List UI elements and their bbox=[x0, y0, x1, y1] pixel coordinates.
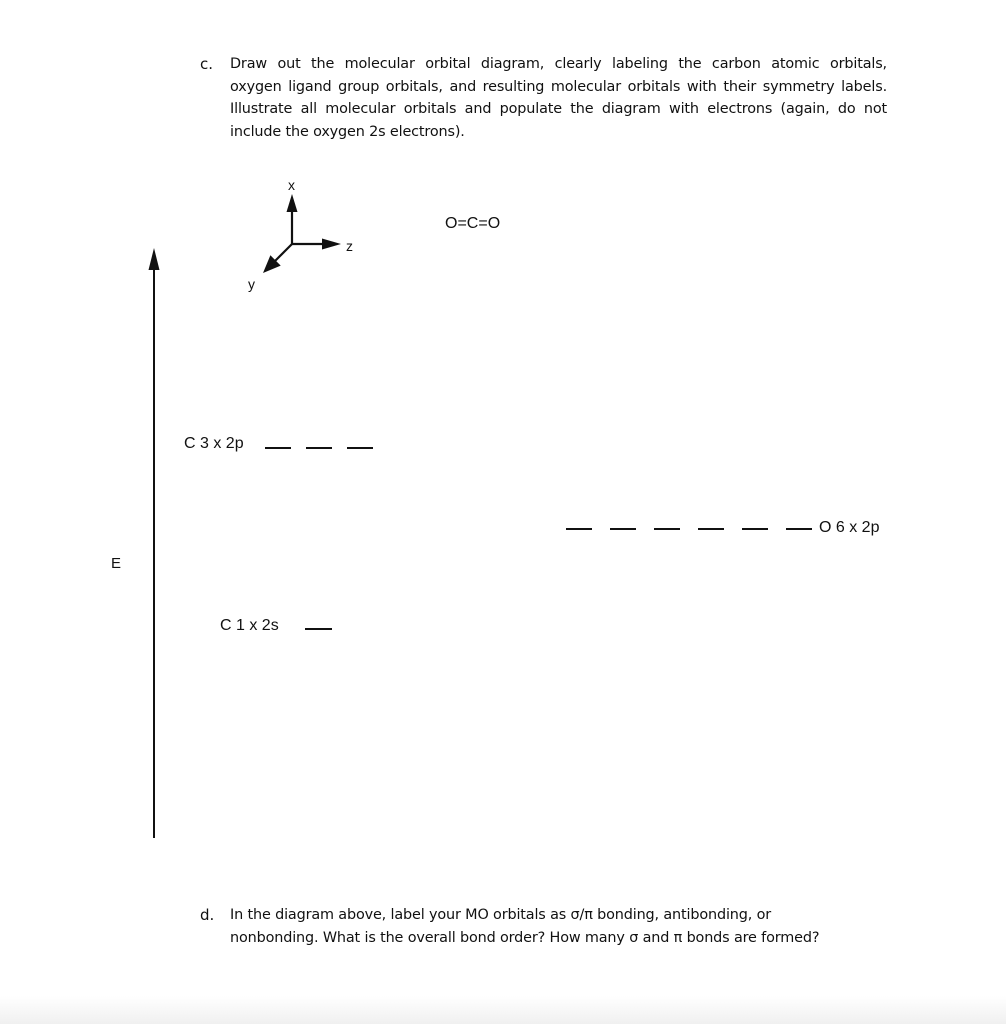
question-c-line-3: Illustrate all molecular orbitals and populate the diagram with electrons (again, do not bbox=[230, 101, 887, 118]
coordinate-axes bbox=[263, 194, 341, 273]
carbon-2s-label: C 1 x 2s bbox=[220, 617, 279, 634]
x-axis-label: x bbox=[288, 177, 295, 193]
question-d-text bbox=[230, 904, 870, 949]
question-d-line-1: In the diagram above, label your MO orbitals as σ/π bonding, antibonding, or bbox=[230, 907, 772, 923]
molecule-formula: O=C=O bbox=[445, 215, 501, 232]
question-c-line-4: include the oxygen 2s electrons). bbox=[230, 123, 465, 140]
carbon-2p-level-1 bbox=[265, 447, 291, 449]
question-c-line-1: Draw out the molecular orbital diagram, clearly labeling the carbon atomic orbitals, bbox=[230, 56, 887, 72]
z-axis-arrowhead bbox=[322, 239, 341, 250]
question-d-marker: d. bbox=[200, 906, 215, 924]
carbon-2p-level-3 bbox=[347, 447, 373, 449]
carbon-2p-level-2 bbox=[306, 447, 332, 449]
y-axis-label: y bbox=[248, 276, 255, 292]
question-c-marker: c. bbox=[200, 55, 214, 73]
oxygen-2p-level-2 bbox=[610, 528, 636, 530]
y-axis-line bbox=[274, 244, 292, 262]
oxygen-2p-level-5 bbox=[742, 528, 768, 530]
oxygen-2p-label: O 6 x 2p bbox=[819, 519, 880, 536]
x-axis-arrowhead bbox=[287, 194, 298, 212]
question-c-line-2: oxygen ligand group orbitals, and resulting molecular orbitals with their symmetry labels. bbox=[230, 78, 887, 95]
energy-label: E bbox=[111, 555, 122, 572]
energy-axis-arrowhead bbox=[149, 248, 160, 270]
question-d-line-2: nonbonding. What is the overall bond order? How many σ and π bonds are formed? bbox=[230, 929, 820, 946]
z-axis-label: z bbox=[346, 238, 353, 254]
oxygen-2p-level-1 bbox=[566, 528, 592, 530]
oxygen-2p-level-4 bbox=[698, 528, 724, 530]
oxygen-2p-level-6 bbox=[786, 528, 812, 530]
energy-axis bbox=[149, 248, 160, 838]
page-bottom-shadow bbox=[0, 996, 1006, 1024]
carbon-2p-label: C 3 x 2p bbox=[184, 435, 244, 452]
oxygen-2p-level-3 bbox=[654, 528, 680, 530]
carbon-2s-level bbox=[305, 628, 332, 630]
